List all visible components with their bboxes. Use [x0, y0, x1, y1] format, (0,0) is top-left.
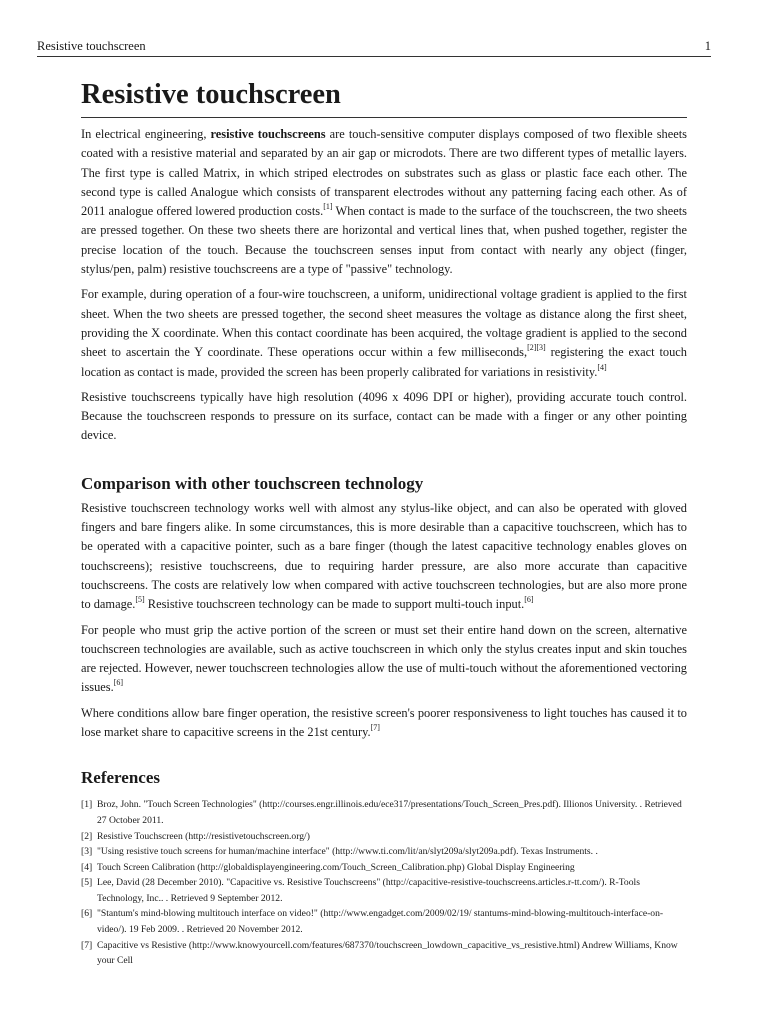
- comparison-p1-mid: Resistive touchscreen technology can be made to support multi-touch input.: [144, 597, 525, 612]
- comparison-paragraph-3: [81, 704, 687, 743]
- citation-link[interactable]: [6]: [524, 595, 534, 605]
- article-title: Resistive touchscreen: [81, 74, 687, 118]
- reference-item: [81, 860, 687, 876]
- comparison-paragraph-1: [81, 499, 687, 615]
- page-number: 1: [704, 39, 711, 53]
- running-header: [37, 38, 711, 57]
- reference-text[interactable]: "Using resistive touch screens for human/machine interface" (http://www.ti.com/lit/an/slyt209a/slyt209a.pdf). Texas Instruments. .: [97, 846, 598, 858]
- reference-item: [81, 875, 687, 906]
- reference-number: [3]: [81, 846, 93, 858]
- citation-link[interactable]: [5]: [135, 595, 145, 605]
- comparison-p2-body: For people who must grip the active portion of the screen or must set their entire hand down on the screen, alternative touchscreen technologies are available, such as active touchscreen in which only the stylus creates input and skin touches are rejected. However, newer touchscreen technologies allow the use of multi-touch without the aforementioned vectoring issues.: [81, 622, 687, 695]
- reference-text[interactable]: Capacitive vs Resistive (http://www.knowyourcell.com/features/687370/touchscreen_lowdown_capacitive_vs_resistive.html) Andrew Williams, Know your Cell: [97, 939, 678, 967]
- reference-text[interactable]: Broz, John. "Touch Screen Technologies" (http://courses.engr.illinois.edu/ece317/presentations/Touch_Screen_Pres.pdf). Illionos University. . Retrieved 27 October 2011.: [97, 799, 682, 826]
- reference-text[interactable]: "Stantum's mind-blowing multitouch interface on video!" (http://www.engadget.com/2009/02/19/ stantums-mind-blowing-multitouch-interface-on-video/). 19 Feb 2009. . Retrieved 20 November 2012.: [97, 908, 664, 936]
- comparison-p1-body: Resistive touchscreen technology works well with almost any stylus-like object, and can also be operated with gloved fingers and bare fingers alike. In some circumstances, this is more desirable than a capacitive touchscreen, which has to be operated with a capacitive pointer, such as a bare finger (though the latest capacitive technology enables gloves on touchscreens); resistive touchscreens, due to requiring harder pressure, are also more accurate than capacitive touchscreens. The costs are relatively low when compared with active touchscreen technologies, but are also more prone to damage.: [81, 500, 687, 612]
- comparison-heading: Comparison with other touchscreen technology: [81, 473, 424, 493]
- citation-link[interactable]: [2][3]: [527, 343, 546, 353]
- intro-paragraph-1: [81, 125, 687, 279]
- intro-p2-body: For example, during operation of a four-wire touchscreen, a uniform, unidirectional voltage gradient is applied to the first sheet. When the two sheets are pressed together, the second sheet measures the voltage as distance along the first sheet, providing the X coordinate. When this contact coordinate has been acquired, the voltage gradient is applied to the second sheet to ascertain the Y coordinate. These operations occur within a few milliseconds,: [81, 287, 687, 360]
- intro-paragraph-3: Resistive touchscreens typically have high resolution (4096 x 4096 DPI or higher), providing accurate touch control. Because the touchscreen responds to pressure on its surface, contact can be made with a finger or any other pointing device.: [81, 389, 687, 443]
- citation-link[interactable]: [4]: [597, 362, 607, 372]
- intro-p2-mid: registering the exact touch location as contact is made, provided the screen has been properly calibrated for variations in resistivity.: [81, 345, 687, 379]
- reference-number: [4]: [81, 861, 93, 873]
- reference-number: [6]: [81, 908, 93, 920]
- reference-text[interactable]: Resistive Touchscreen (http://resistivetouchscreen.org/): [97, 830, 310, 842]
- intro-p1-term: resistive touchscreens: [210, 127, 326, 141]
- reference-item: [81, 844, 687, 860]
- comparison-p3-body: Where conditions allow bare finger operation, the resistive screen's poorer responsiveness to light touches has caused it to lose market share to capacitive screens in the 21st century.: [81, 705, 687, 740]
- comparison-paragraph-2: [81, 621, 687, 698]
- intro-p1-prefix: In electrical engineering,: [81, 127, 211, 141]
- reference-number: [1]: [81, 799, 93, 811]
- reference-number: [5]: [81, 877, 93, 889]
- running-header-title: Resistive touchscreen: [37, 39, 146, 53]
- references-list: [81, 797, 687, 969]
- reference-number: [2]: [81, 830, 93, 842]
- intro-p1-body: are touch-sensitive computer displays composed of two flexible sheets coated with a resistive material and separated by an air gap or microdots. There are two different types of metallic layers. The first type is called Matrix, in which striped electrodes on substrates such as glass or plastic face each other. The second type is called Analogue which consists of transparent electrodes without any patterning facing each other. As of 2011 analogue offered lowered production costs.: [81, 127, 688, 219]
- reference-item: [81, 797, 687, 828]
- citation-link[interactable]: [6]: [113, 678, 124, 688]
- citation-link[interactable]: [1]: [323, 202, 333, 212]
- reference-text[interactable]: Touch Screen Calibration (http://globaldisplayengineering.com/Touch_Screen_Calibration.php) Global Display Engineering: [97, 861, 575, 873]
- article-body: [81, 74, 687, 969]
- reference-number: [7]: [81, 939, 93, 951]
- reference-item: [81, 829, 687, 845]
- reference-item: [81, 938, 687, 969]
- reference-item: [81, 906, 687, 937]
- references-heading: References: [81, 768, 160, 788]
- intro-paragraph-2: [81, 285, 687, 381]
- citation-link[interactable]: [7]: [370, 723, 380, 733]
- reference-text[interactable]: Lee, David (28 December 2010). "Capacitive vs. Resistive Touchscreens" (http://capacitive-resistive-touchscreens.articles.r-tt.com/). R-Tools Technology, Inc.. . Retrieved 9 September 2012.: [97, 877, 640, 904]
- intro-p1-tail: When contact is made to the surface of the touchscreen, the two sheets are pressed together. On these two sheets there are horizontal and vertical lines that, when pushed together, register the precise location of the touch. Because the touchscreen senses input from contact with nearly any object (finger, stylus/pen, palm) resistive touchscreens are a type of "passive" technology.: [81, 204, 687, 277]
